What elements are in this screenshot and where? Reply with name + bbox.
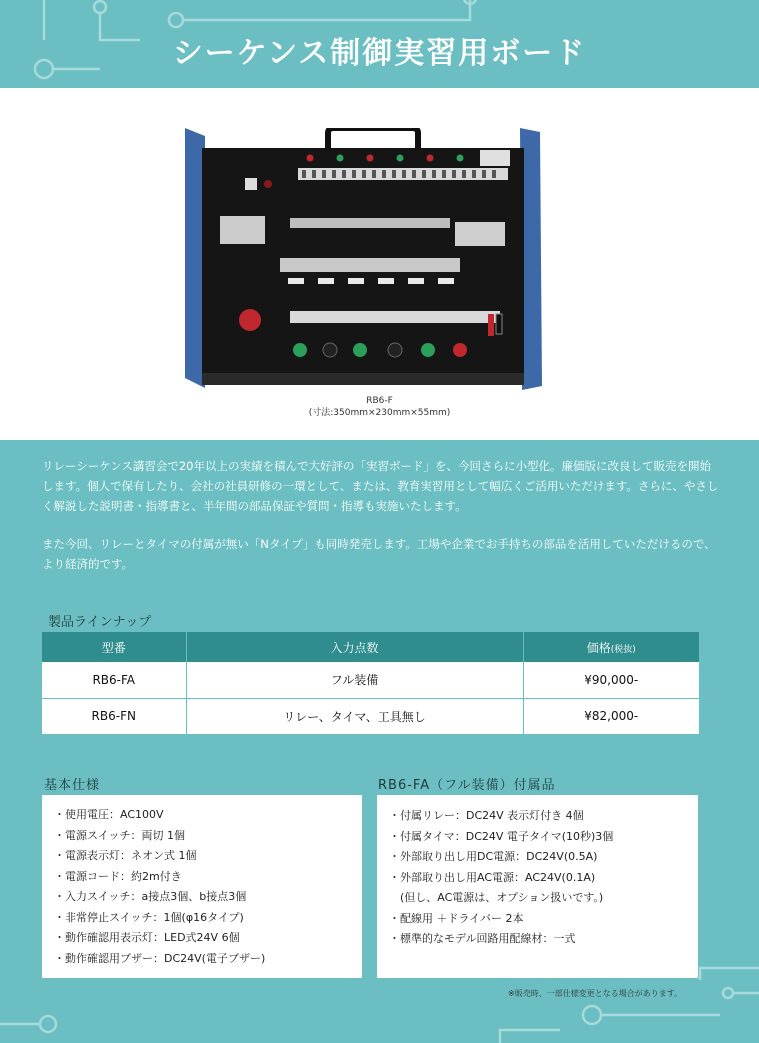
spec-item: ・動作確認用ブザー：DC24V(電子ブザー) (54, 951, 266, 965)
spec-item: ・電源スイッチ：両切 1個 (54, 828, 186, 842)
disclaimer-note: ※販売時、一部仕様変更となる場合があります。 (508, 989, 683, 998)
row-inputs: フル装備 (186, 662, 523, 698)
intro-paragraph-1: リレーシーケンス講習会で20年以上の実績を積んで大好評の「実習ボード」を、今回さらに小型化。廉価版に改良して販売を開始します。個人で保有したり、会社の社員研修の一環として、または、教育実習用として幅広くご活用いただけます。さらに、やさしく解説した説明書・指導書と、半年間の部品保証や質問・指導も実施いたします。 (42, 459, 719, 513)
basic-spec-title: 基本仕様 (44, 778, 101, 793)
sequence-board-image (180, 128, 550, 393)
table-row (42, 698, 699, 734)
header-model: 型番 (42, 632, 186, 662)
spec-item: ・使用電圧：AC100V (54, 808, 164, 821)
accessory-item: ・付属リレー：DC24V 表示灯付き 4個 (389, 809, 584, 822)
accessory-item: ・外部取り出し用AC電源：AC24V(0.1A) (389, 870, 596, 884)
spec-item: ・電源コード：約2m付き (54, 869, 182, 883)
product-model-caption: RB6-F (366, 396, 393, 406)
intro-text (42, 456, 722, 592)
row-inputs: リレー、タイマ、工具無し (186, 698, 523, 734)
row-price: ¥82,000- (523, 698, 699, 734)
lineup-title: 製品ラインナップ (48, 615, 152, 630)
lineup-table (42, 632, 699, 735)
accessory-item: ・配線用 ＋ドライバー 2本 (389, 911, 524, 925)
table-header-row (42, 632, 699, 662)
spec-item: ・入力スイッチ：a接点3個、b接点3個 (54, 890, 247, 903)
header-price (523, 632, 699, 662)
intro-paragraph-2: また今回、リレーとタイマの付属が無い「Nタイプ」も同時発売します。工場や企業でお手持ちの部品を活用していただけるので、より経済的です。 (42, 537, 716, 571)
spec-item: ・電源表示灯：ネオン式 1個 (54, 849, 197, 862)
footer-circuit-decoration (0, 960, 759, 1043)
row-model: RB6-FN (42, 698, 186, 734)
accessory-item: (但し、AC電源は、オプション扱いです。) (389, 891, 604, 904)
accessory-item: ・外部取り出し用DC電源：DC24V(0.5A) (389, 850, 598, 863)
table-row (42, 662, 699, 698)
product-dimensions-caption: (寸法:350mm×230mm×55mm) (308, 408, 451, 418)
spec-item: ・非常停止スイッチ：1個(φ16タイプ) (54, 910, 244, 924)
spec-item: ・動作確認用表示灯：LED式24V 6個 (54, 931, 240, 944)
header-price-note: (税抜) (610, 644, 636, 655)
accessory-item: ・標準的なモデル回路用配線材：一式 (389, 932, 576, 945)
header-inputs: 入力点数 (186, 632, 523, 662)
row-model: RB6-FA (42, 662, 186, 698)
accessories-title: RB6-FA（フル装備）付属品 (378, 778, 556, 793)
page-title: シーケンス制御実習用ボード (172, 36, 587, 71)
basic-spec-box (42, 795, 362, 978)
accessory-item: ・付属タイマ：DC24V 電子タイマ(10秒)3個 (389, 829, 614, 843)
header-price-label: 価格 (586, 640, 611, 655)
accessories-box (377, 795, 698, 978)
row-price: ¥90,000- (523, 662, 699, 698)
header-banner (0, 0, 759, 88)
product-photo-area (0, 88, 759, 440)
